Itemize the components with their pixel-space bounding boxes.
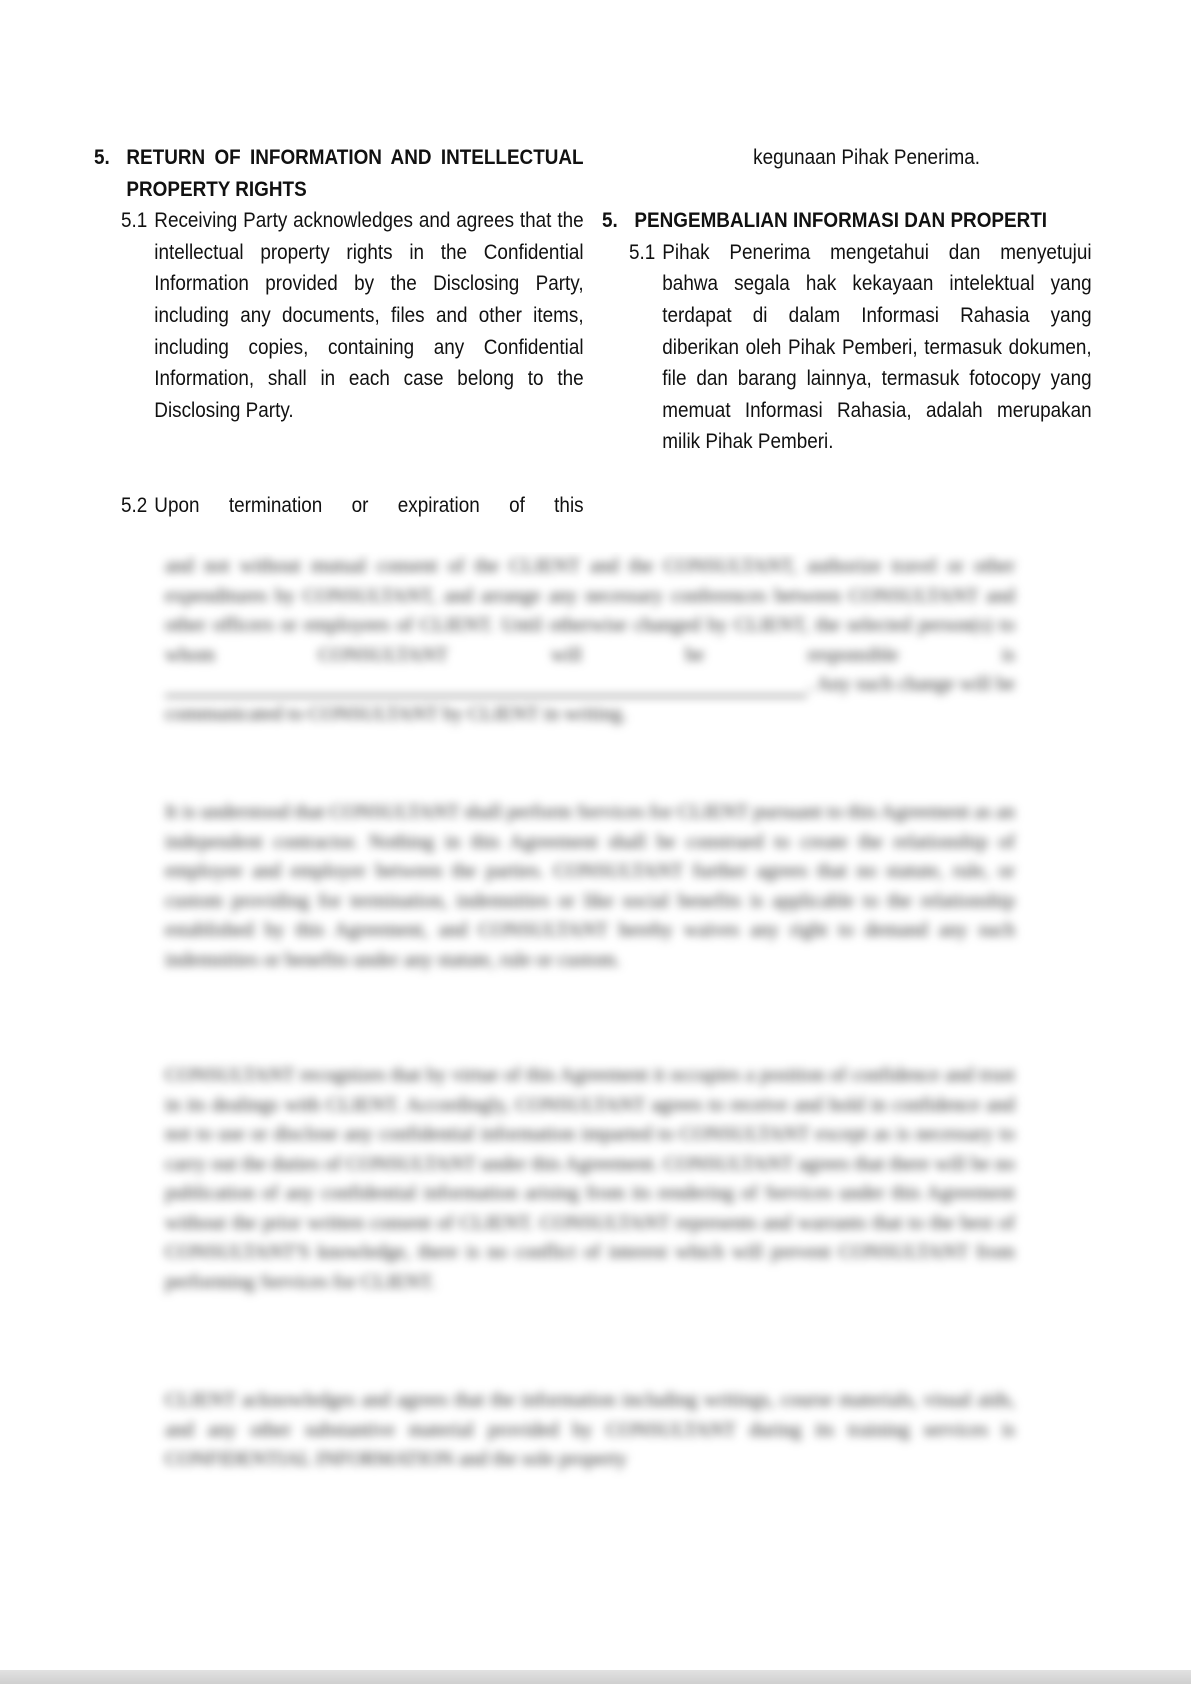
clause-5-1-en — [121, 205, 584, 426]
blurred-paragraph: and not without mutual consent of the CLIENT and the CONSULTANT, authorize travel or other expenditures by CONSULTANT, and arrange any necessary conferences between CONSULTANT and other officers or employees of CLIENT. Until otherwise changed by CLIENT, the selected person(s) to whom CONSULTANT will be responsible is . Any such change will be communicated to CONSULTANT by CLIENT in writing. — [165, 555, 1015, 725]
clause-text: Upon termination or expiration of this — [154, 493, 584, 517]
clause-5-2-en — [121, 490, 584, 522]
clause-number: 5.1 — [629, 240, 656, 264]
clause-number: 5.1 — [121, 209, 148, 233]
section-5-heading-id — [602, 205, 1092, 237]
clause-5-1-id — [629, 237, 1092, 458]
page-bottom-edge — [0, 1670, 1191, 1684]
english-column — [94, 142, 584, 521]
blurred-preview-region — [150, 552, 1030, 1492]
indonesian-column — [602, 142, 1092, 458]
section-number: 5. — [602, 209, 618, 233]
blurred-paragraph: CONSULTANT recognizes that by virtue of this Agreement it occupies a position of confidence and trust in its dealings with CLIENT. Accordingly, CONSULTANT agrees to receive and hold in confidence and not to use or disclose any confidential information imparted to CONSULTANT except as is necessary to carry out the duties of CONSULTANT under this Agreement. CONSULTANT agrees that there will be no publication of any confidential information arising from its rendering of Services under this Agreement without the prior written consent of CLIENT. CONSULTANT represents and warrants that to the best of CONSULTANT'S knowledge, there is no conflict of interest which will prevent CONSULTANT from performing Services for CLIENT. — [165, 1064, 1015, 1293]
blurred-paragraph: It is understood that CONSULTANT shall perform Services for CLIENT pursuant to this Agreement as an independent contractor. Nothing in this Agreement shall be construed to create the relationship of employee and employer between the parties. CONSULTANT further agrees that no statute, rule, or custom providing for termination, indemnities or like social benefits is applicable to the relationship established by this Agreement, and CONSULTANT hereby waives any right to demand any such indemnities or benefits under any statute, rule or custom. — [165, 801, 1015, 971]
clause-number: 5.2 — [121, 493, 148, 517]
section-title: RETURN OF INFORMATION AND INTELLECTUAL PROPERTY RIGHTS — [126, 146, 584, 201]
clause-text: Pihak Penerima mengetahui dan menyetujui bahwa segala hak kekayaan intelektual yang terdapat di dalam Informasi Rahasia yang diberikan oleh Pihak Pemberi, termasuk dokumen, file dan barang lainnya, termasuk fotocopy yang memuat Informasi Rahasia, adalah merupakan milik Pihak Pemberi. — [662, 240, 1092, 454]
continuation-text: kegunaan Pihak Penerima. — [753, 146, 981, 169]
section-5-heading-en — [94, 142, 584, 205]
blank-line — [165, 673, 807, 697]
section-number: 5. — [94, 146, 110, 169]
blurred-paragraph: CLIENT acknowledges and agrees that the information including writings, course materials, visual aids, and any other substantive material provided by CONSULTANT during its training services is CONFIDENTIAL INFORMATION and the sole property — [165, 1389, 1015, 1470]
section-title: PENGEMBALIAN INFORMASI DAN PROPERTI — [634, 209, 1048, 233]
clause-text: Receiving Party acknowledges and agrees that the intellectual property rights in the Confidential Information provided by the Disclosing Party, including any documents, files and other items, including copies, containing any Confidential Information, shall in each case belong to the Disclosing Party. — [154, 209, 584, 422]
